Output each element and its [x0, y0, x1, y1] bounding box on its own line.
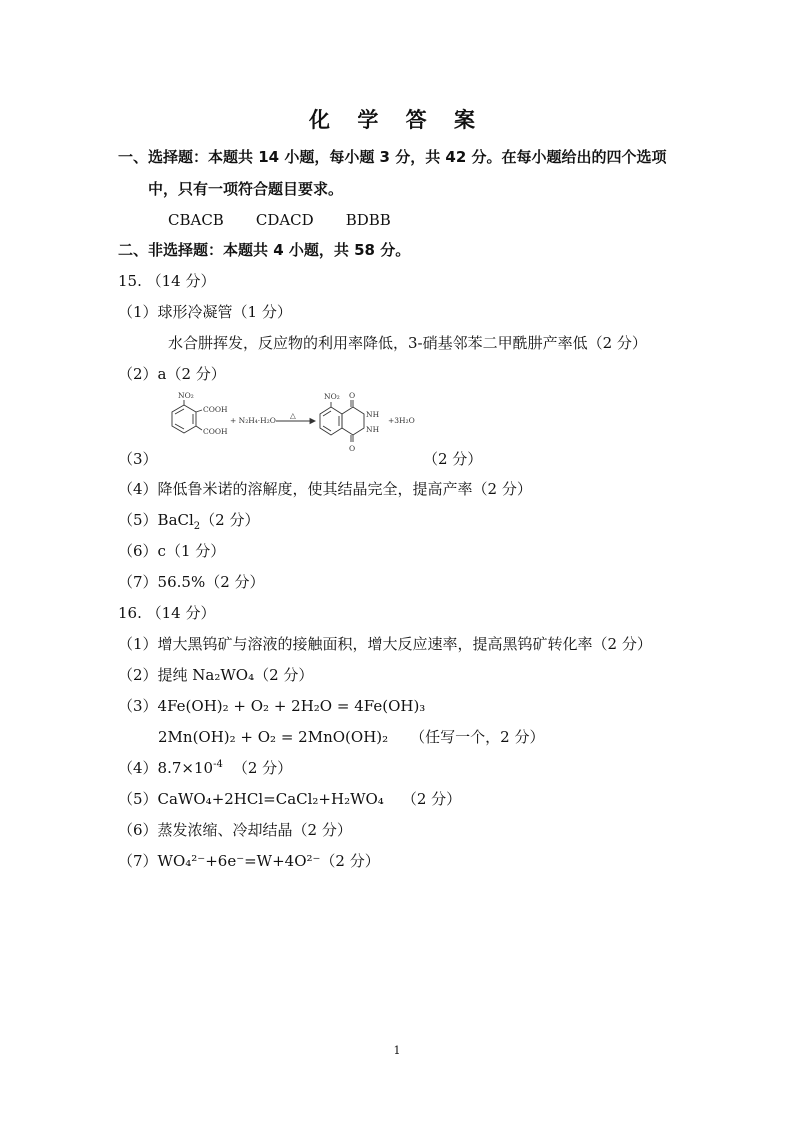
page-title: 化 学 答 案	[309, 108, 485, 132]
product-o-top: O	[349, 391, 356, 400]
product-water: +3H₂O	[388, 416, 415, 425]
mcq-answers	[168, 210, 423, 230]
q16-answer-6: （6）蒸发浓缩、冷却结晶（2 分）	[118, 821, 352, 839]
q15-answer-7: （7）56.5%（2 分）	[118, 573, 265, 591]
mcq-answer-group: CBACB	[168, 211, 224, 229]
q16-answer-1: （1）增大黑钨矿与溶液的接触面积，增大反应速率，提高黑钨矿转化率（2 分）	[118, 635, 652, 653]
section2-heading: 二、非选择题：本题共 4 小题，共 58 分。	[118, 241, 411, 259]
product-nh-bottom: NH	[366, 425, 380, 434]
reactant-cooh-top: COOH	[203, 405, 228, 414]
mcq-answer-group: BDBB	[345, 211, 391, 229]
q15-answer-6: （6）c（1 分）	[118, 542, 226, 560]
q16-answer-4-exponent: -4	[213, 759, 223, 770]
q16-answer-5	[118, 789, 461, 809]
mcq-answer-group: CDACD	[255, 211, 314, 229]
section1-heading-line2: 中，只有一项符合题目要求。	[148, 180, 344, 198]
product-structure	[320, 400, 364, 442]
reactant-benzene-ring	[172, 400, 202, 433]
q15-answer-5	[118, 510, 259, 530]
reactant-no2-label: NO₂	[178, 391, 194, 400]
q16-answer-4-score: （2 分）	[232, 759, 293, 777]
product-no2-label: NO₂	[324, 392, 340, 401]
q16-answer-3: （3）4Fe(OH)₂ + O₂ + 2H₂O = 4Fe(OH)₃	[118, 697, 426, 715]
q16-answer-7: （7）WO₄²⁻+6e⁻=W+4O²⁻（2 分）	[118, 852, 380, 870]
q15-answer-5-prefix: （5）BaCl	[118, 511, 194, 529]
q15-answer-3-label: （3）	[118, 450, 158, 468]
q16-answer-4	[118, 758, 292, 778]
reactant-cooh-bottom: COOH	[203, 427, 228, 436]
q15-answer-1: （1）球形冷凝管（1 分）	[118, 303, 292, 321]
page-number: 1	[393, 1044, 401, 1057]
reaction-scheme	[150, 390, 430, 462]
q16-answer-2: （2）提纯 Na₂WO₄（2 分）	[118, 666, 314, 684]
q15-answer-4: （4）降低鲁米诺的溶解度，使其结晶完全，提高产率（2 分）	[118, 480, 532, 498]
q16-header: 16. （14 分）	[118, 604, 216, 622]
product-o-bottom: O	[349, 444, 356, 453]
q16-answer-4-base: （4）8.7×10	[118, 759, 214, 777]
q16-answer-3b-note: （任写一个，2 分）	[410, 728, 545, 746]
q16-answer-5-equation: （5）CaWO₄+2HCl=CaCl₂+H₂WO₄	[118, 790, 384, 808]
reagent-label: + N₂H₄·H₂O	[230, 416, 276, 425]
q16-answer-5-score: （2 分）	[401, 790, 462, 808]
heat-symbol: △	[290, 411, 296, 420]
q16-answer-3b-equation: 2Mn(OH)₂ + O₂ = 2MnO(OH)₂	[158, 728, 389, 746]
product-nh-top: NH	[366, 410, 380, 419]
q16-answer-3b	[158, 727, 544, 747]
q15-answer-1b: 水合肼挥发，反应物的利用率降低，3-硝基邻苯二甲酰肼产率低（2 分）	[168, 334, 647, 352]
q15-answer-5-subscript: 2	[193, 521, 201, 532]
q15-header: 15. （14 分）	[118, 272, 216, 290]
q15-answer-3-score: （2 分）	[423, 450, 483, 468]
section1-heading-line1: 一、选择题：本题共 14 小题，每小题 3 分，共 42 分。在每小题给出的四个选项	[118, 148, 667, 166]
q15-answer-2: （2）a（2 分）	[118, 365, 226, 383]
q15-answer-5-score: （2 分）	[200, 511, 260, 529]
